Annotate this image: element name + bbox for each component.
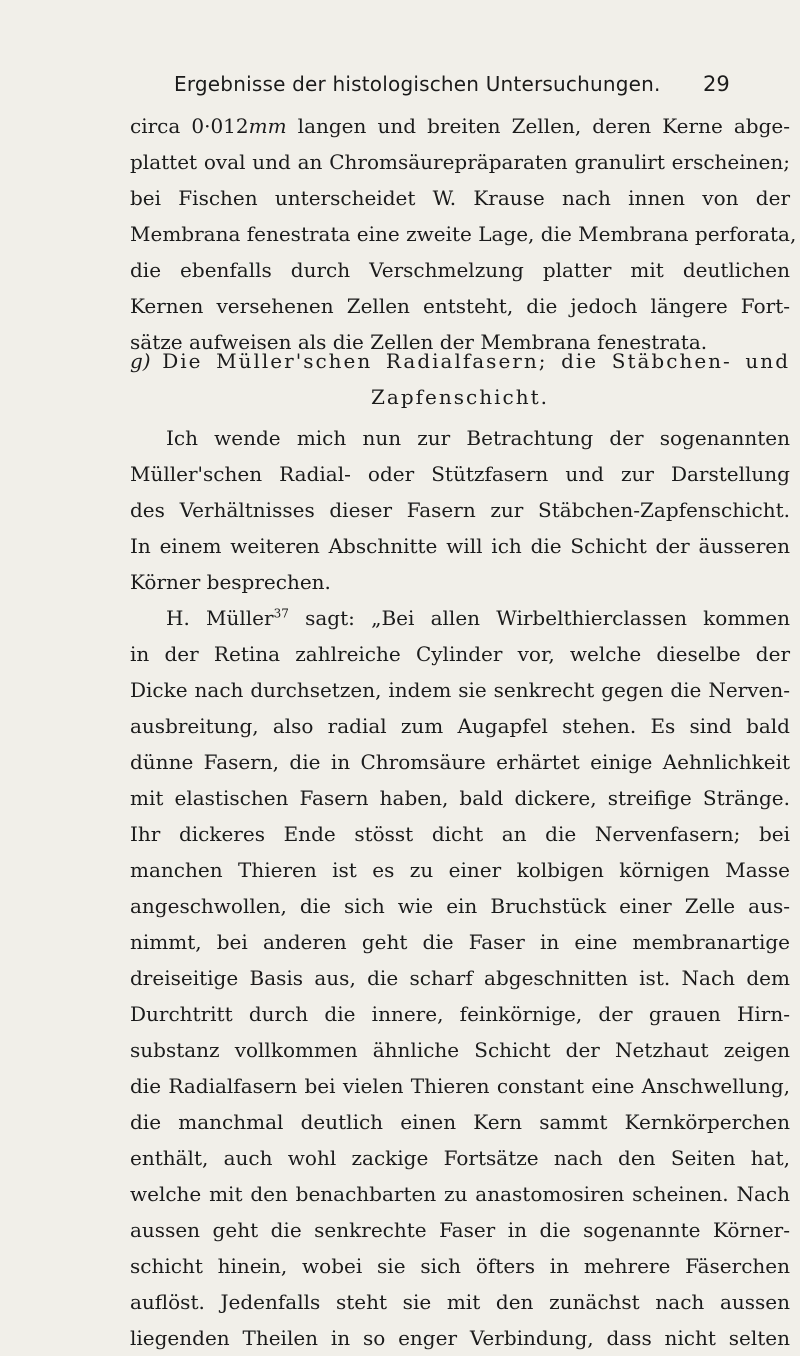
text-line: circa 0·012mm langen und breiten Zellen, deren Kerne abge- [130, 114, 791, 138]
text-line: auflöst. Jedenfalls steht sie mit den zunächst nach aussen [130, 1290, 790, 1314]
text-line: aussen geht die senkrechte Faser in die sogenannte Körner- [130, 1218, 790, 1242]
paragraph-3 [130, 600, 790, 1356]
text-line: liegenden Theilen in so enger Verbindung, dass nicht selten [130, 1326, 790, 1350]
text-line: H. Müller$^{37}$ sagt: „Bei allen Wirbelthierclassen kommen [166, 606, 790, 630]
text-line: die Radialfasern bei vielen Thieren constant eine Anschwellung, [130, 1074, 790, 1098]
text-line: substanz vollkommen ähnliche Schicht der Netzhaut zeigen [130, 1038, 790, 1062]
heading-line: Zapfenschicht. [371, 385, 549, 409]
text-line: enthält, auch wohl zackige Fortsätze nach den Seiten hat, [130, 1146, 790, 1170]
text-line: plattet oval und an Chromsäurepräparaten granulirt erscheinen; [130, 150, 790, 174]
text-line: die ebenfalls durch Verschmelzung platter mit deutlichen [130, 258, 790, 282]
text-line: dreiseitige Basis aus, die scharf abgeschnitten ist. Nach dem [130, 966, 790, 990]
text-line: die manchmal deutlich einen Kern sammt Kernkörperchen [130, 1110, 790, 1134]
text-line: welche mit den benachbarten zu anastomosiren scheinen. Nach [130, 1182, 790, 1206]
text-line: Körner besprechen. [130, 570, 331, 594]
text-line: in der Retina zahlreiche Cylinder vor, welche dieselbe der [130, 642, 790, 666]
paragraph-2 [130, 420, 790, 600]
paragraph-1 [130, 108, 797, 360]
text-line: Ihr dickeres Ende stösst dicht an die Nervenfasern; bei [130, 822, 790, 846]
text-line: Müller'schen Radial- oder Stützfasern und zur Darstellung [130, 462, 790, 486]
unit-mm: mm [248, 114, 287, 138]
text-line: ausbreitung, also radial zum Augapfel stehen. Es sind bald [130, 714, 790, 738]
text-line: mit elastischen Fasern haben, bald dickere, streifige Stränge. [130, 786, 790, 810]
section-letter: g) [130, 349, 151, 373]
text-line: angeschwollen, die sich wie ein Bruchstück einer Zelle aus- [130, 894, 790, 918]
page-number: 29 [703, 72, 730, 96]
text-line: In einem weiteren Abschnitte will ich die Schicht der äusseren [130, 534, 790, 558]
text-line: des Verhältnisses dieser Fasern zur Stäbchen-Zapfenschicht. [130, 498, 790, 522]
text-line: Kernen versehenen Zellen entsteht, die jedoch längere Fort- [130, 294, 790, 318]
text-line: bei Fischen unterscheidet W. Krause nach innen von der [130, 186, 790, 210]
running-title: Ergebnisse der histologischen Untersuchungen. [174, 72, 661, 96]
section-heading [130, 343, 790, 415]
text-line: Ich wende mich nun zur Betrachtung der sogenannten [166, 426, 790, 450]
text-line: nimmt, bei anderen geht die Faser in eine membranartige [130, 930, 790, 954]
text-line: manchen Thieren ist es zu einer kolbigen körnigen Masse [130, 858, 790, 882]
heading-line: g) Die Müller'schen Radialfasern; die Stäbchen- und [130, 349, 790, 373]
text-line: schicht hinein, wobei sie sich öfters in mehrere Fäserchen [130, 1254, 790, 1278]
text-line: dünne Fasern, die in Chromsäure erhärtet einige Aehnlichkeit [130, 750, 790, 774]
text-line: Membrana fenestrata eine zweite Lage, die Membrana perforata, [130, 222, 797, 246]
footnote-reference: 37 [273, 606, 289, 621]
text-line: Durchtritt durch die innere, feinkörnige, der grauen Hirn- [130, 1002, 790, 1026]
page-header [0, 72, 800, 108]
text-line: sätze aufweisen als die Zellen der Membrana fenestrata. [130, 330, 708, 354]
text-line: Dicke nach durchsetzen, indem sie senkrecht gegen die Nerven- [130, 678, 790, 702]
